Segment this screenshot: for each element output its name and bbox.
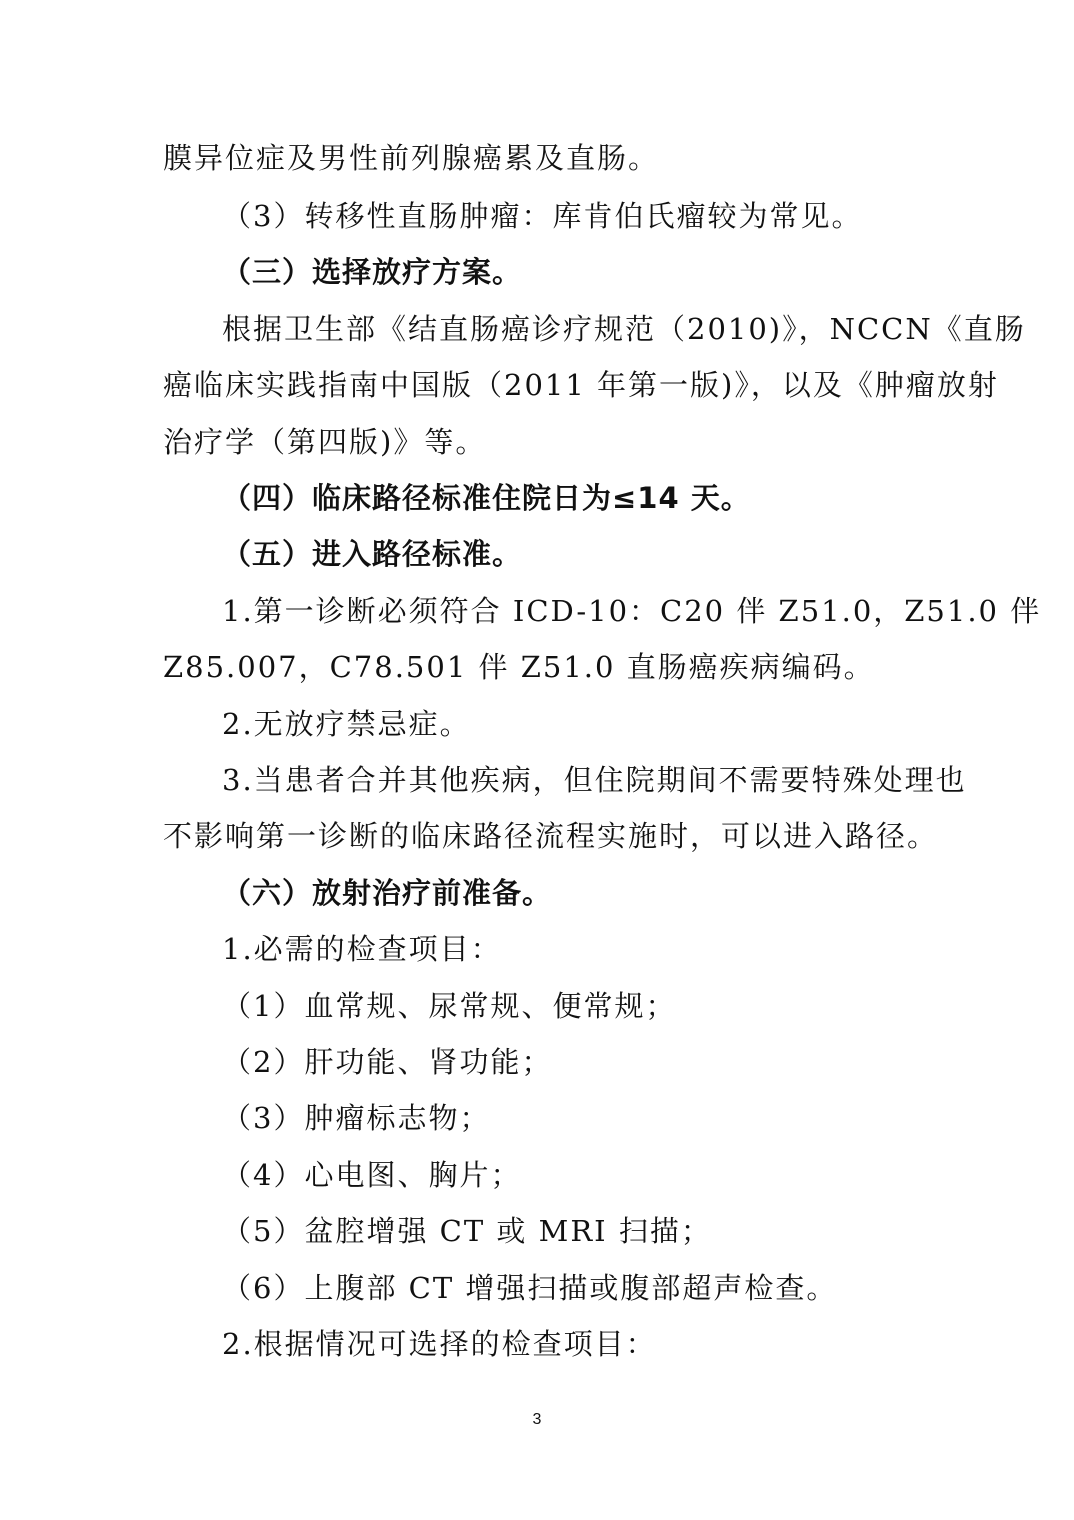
- required-exam-item: （5）盆腔增强 CT 或 MRI 扫描；: [222, 1214, 712, 1248]
- criterion-2: 2.无放疗禁忌症。: [222, 707, 471, 741]
- section-heading-5: （五）进入路径标准。: [222, 537, 523, 571]
- list-item-metastatic: （3）转移性直肠肿瘤：库肯伯氏瘤较为常见。: [222, 199, 863, 233]
- required-exam-item: （6）上腹部 CT 增强扫描或腹部超声检查。: [222, 1271, 838, 1305]
- criterion-1-line-2: Z85.007，C78.501 伴 Z51.0 直肠癌疾病编码。: [163, 650, 875, 684]
- criterion-1-line-1: 1.第一诊断必须符合 ICD-10：C20 伴 Z51.0，Z51.0 伴: [222, 594, 1042, 628]
- section-heading-6: （六）放射治疗前准备。: [222, 876, 553, 910]
- paragraph-basis-line-1: 根据卫生部《结直肠癌诊疗规范（2010)》，NCCN《直肠: [222, 312, 1026, 346]
- required-exam-item: （1）血常规、尿常规、便常规；: [222, 989, 677, 1023]
- paragraph-basis-line-2: 癌临床实践指南中国版（2011 年第一版)》，以及《肿瘤放射: [163, 368, 999, 402]
- required-exams-title: 1.必需的检查项目：: [222, 932, 502, 966]
- paragraph-continuation: 膜异位症及男性前列腺癌累及直肠。: [163, 141, 660, 175]
- paragraph-basis-line-3: 治疗学（第四版)》等。: [163, 425, 487, 459]
- section-heading-3: （三）选择放疗方案。: [222, 255, 523, 289]
- page-number: 3: [532, 1411, 542, 1428]
- required-exam-item: （2）肝功能、肾功能；: [222, 1045, 553, 1079]
- criterion-3-line-2: 不影响第一诊断的临床路径流程实施时，可以进入路径。: [163, 819, 939, 853]
- required-exam-item: （3）肿瘤标志物；: [222, 1101, 491, 1135]
- required-exam-item: （4）心电图、胸片；: [222, 1158, 522, 1192]
- section-heading-4: （四）临床路径标准住院日为≤14 天。: [222, 481, 751, 515]
- optional-exams-title: 2.根据情况可选择的检查项目：: [222, 1327, 657, 1361]
- criterion-3-line-1: 3.当患者合并其他疾病，但住院期间不需要特殊处理也: [222, 763, 967, 797]
